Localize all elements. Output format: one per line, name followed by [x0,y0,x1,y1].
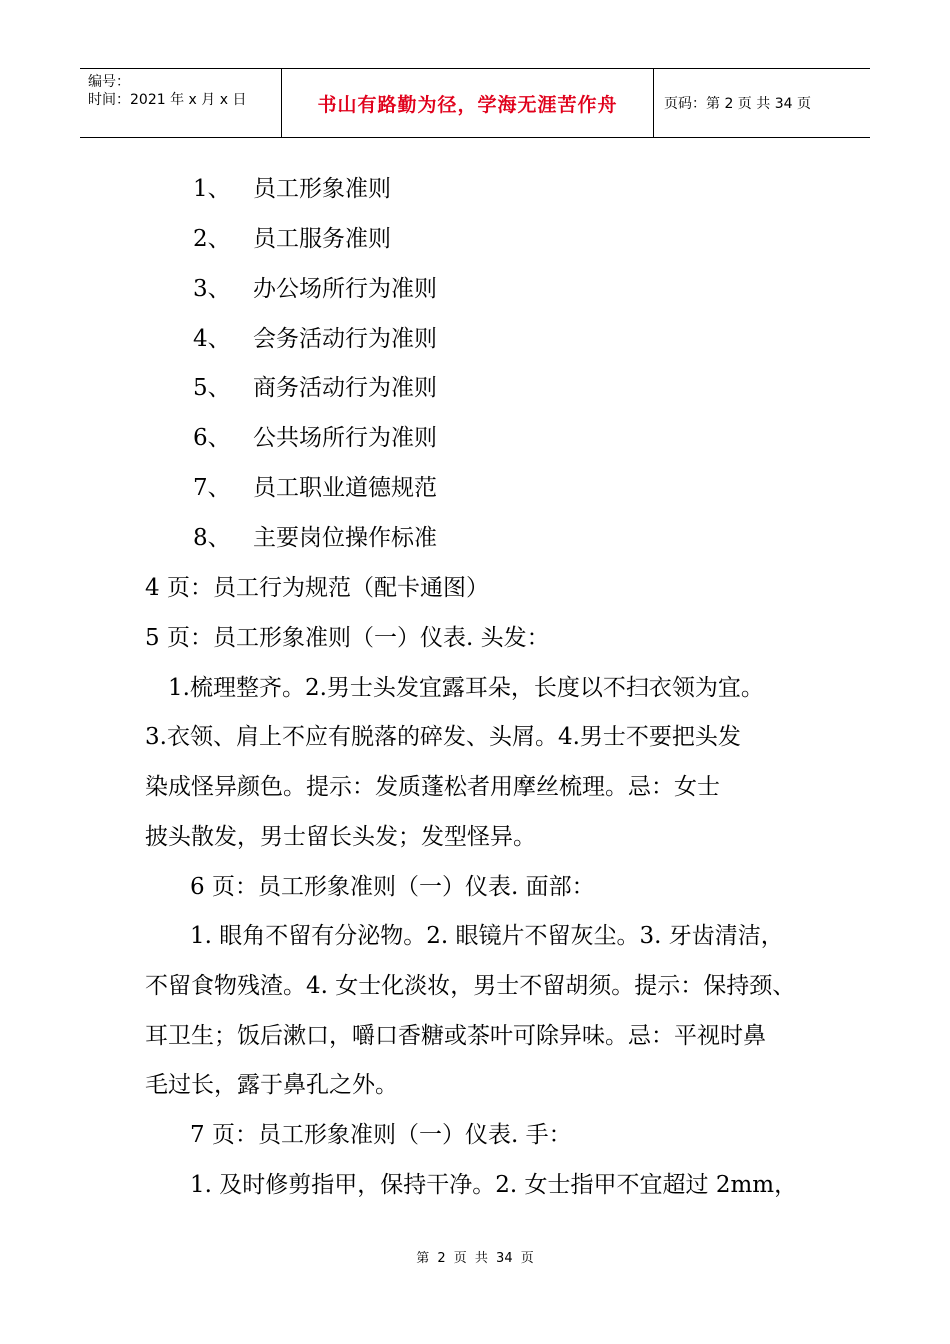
body-line: 染成怪异颜色。提示：发质蓬松者用摩丝梳理。忌：女士 [145,774,720,800]
toc-text: 商务活动行为准则 [253,375,437,401]
body-line: 4 页：员工行为规范（配卡通图） [145,575,489,601]
body-line: 3.衣领、肩上不应有脱落的碎发、头屑。4.男士不要把头发 [145,724,741,750]
header-number: 编号： [88,74,130,90]
body-line: 耳卫生；饭后漱口，嚼口香糖或茶叶可除异味。忌：平视时鼻 [145,1023,766,1049]
body-line: 1.梳理整齐。2.男士头发宜露耳朵，长度以不扫衣领为宜。 [168,675,764,701]
toc-num: 3、 [193,276,231,302]
toc-num: 1、 [193,176,231,202]
toc-item [193,519,437,552]
toc-text: 员工职业道德规范 [253,475,437,501]
toc-item [193,270,437,303]
toc-num: 6、 [193,425,231,451]
toc-num: 7、 [193,475,231,501]
toc-item [193,469,437,502]
body-line: 不留食物残渣。4. 女士化淡妆，男士不留胡须。提示：保持颈、 [145,973,796,999]
toc-item [193,170,391,203]
toc-item [193,419,437,452]
toc-text: 办公场所行为准则 [253,276,437,302]
header-meta [80,69,282,137]
toc-num: 5、 [193,375,231,401]
toc-item [193,220,391,253]
toc-text: 主要岗位操作标准 [253,525,437,551]
body-line: 1. 及时修剪指甲，保持干净。2. 女士指甲不宜超过 2mm， [190,1172,798,1198]
body-line: 1. 眼角不留有分泌物。2. 眼镜片不留灰尘。3. 牙齿清洁， [190,923,784,949]
body-line: 披头散发，男士留长头发；发型怪异。 [145,824,536,850]
toc-text: 员工形象准则 [253,176,391,202]
page-footer: 第 2 页 共 34 页 [416,1251,534,1266]
toc-text: 公共场所行为准则 [253,425,437,451]
body-line: 7 页：员工形象准则（一）仪表. 手： [190,1122,572,1148]
body-line: 6 页：员工形象准则（一）仪表. 面部： [190,874,595,900]
page-header [80,68,870,138]
header-time: 时间：2021 年 x 月 x 日 [88,92,247,108]
header-slogan: 书山有路勤为径，学海无涯苦作舟 [282,69,654,137]
toc-item [193,369,437,402]
header-page-number: 页码：第 2 页 共 34 页 [664,96,811,112]
body-line: 毛过长，露于鼻孔之外。 [145,1072,398,1098]
toc-num: 8、 [193,525,231,551]
toc-num: 4、 [193,326,231,352]
toc-num: 2、 [193,226,231,252]
toc-text: 员工服务准则 [253,226,391,252]
toc-text: 会务活动行为准则 [253,326,437,352]
toc-item [193,320,437,353]
body-line: 5 页：员工形象准则（一）仪表. 头发： [145,625,550,651]
